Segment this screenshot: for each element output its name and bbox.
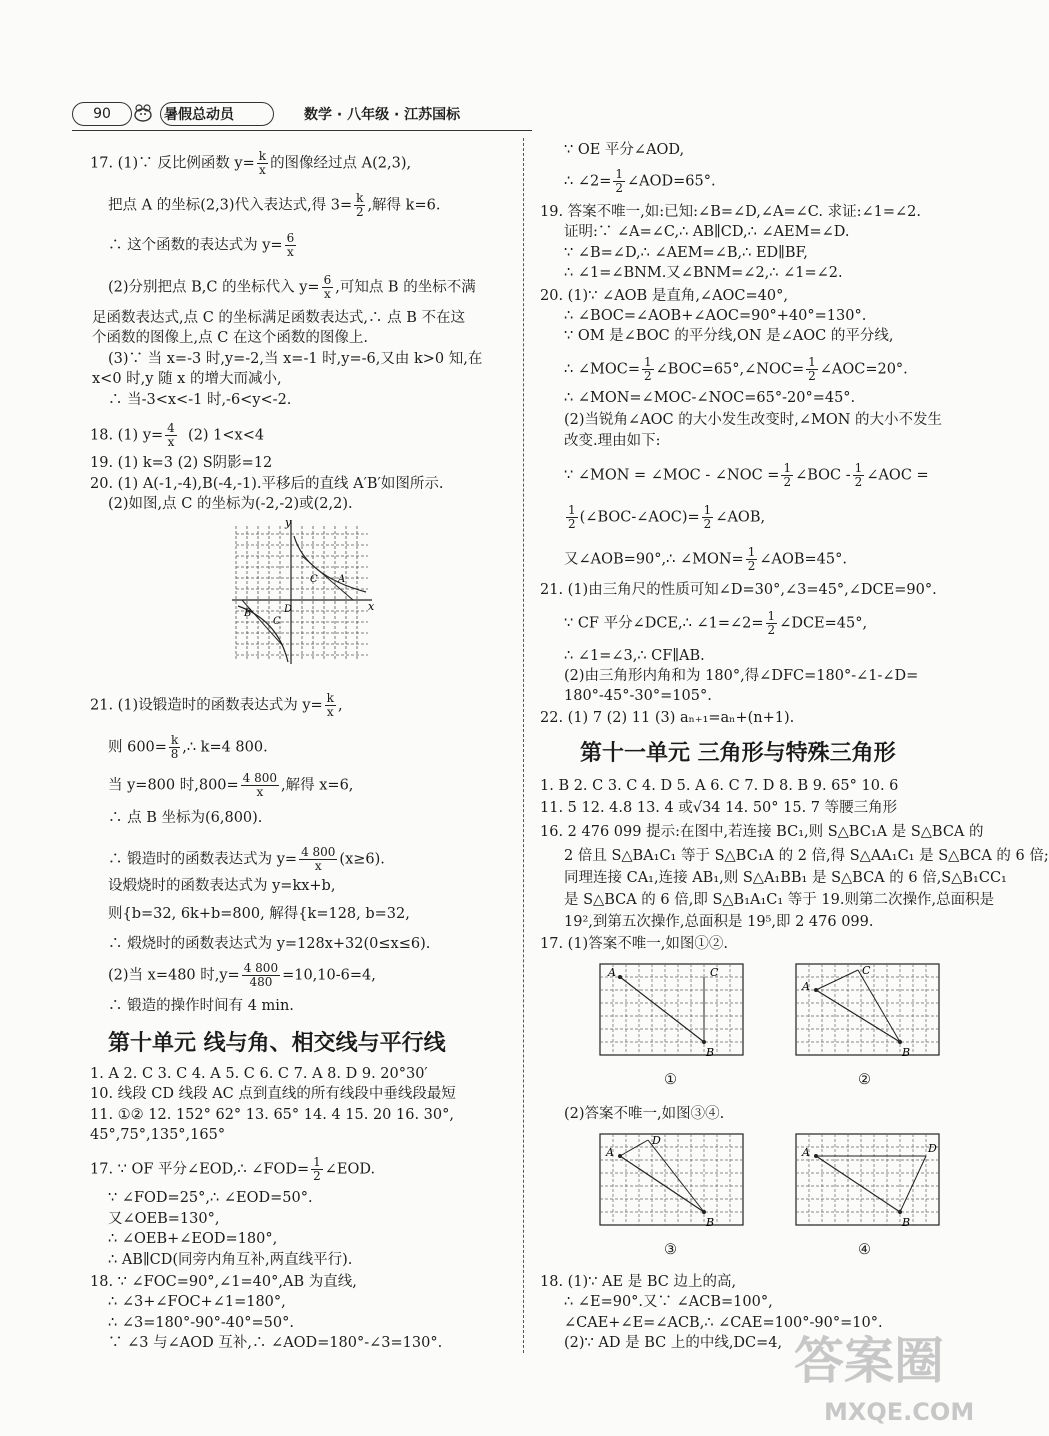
text: 21. (1)设锻造时的函数表达式为 y= (90, 697, 323, 714)
point-label-c2: C (273, 616, 281, 627)
answer-line (90, 422, 264, 449)
numerator: 1 (808, 355, 816, 369)
answer-line: 18. (1)∵ AE 是 BC 边上的高, (540, 1274, 737, 1290)
text: (2)当 x=480 时,y= (108, 967, 240, 984)
answer-line: 19. 答案不唯一,如:已知:∠B=∠D,∠A=∠C. 求证:∠1=∠2. (540, 204, 921, 220)
text: 当 y=800 时,800= (108, 777, 239, 794)
fraction (746, 546, 758, 573)
page-header (72, 100, 512, 128)
answer-line: 1. B 2. C 3. C 4. D 5. A 6. C 7. D 8. B 9. 65° 10. 6 (540, 778, 899, 794)
column-divider (523, 138, 524, 1353)
answer-line: 足函数表达式,点 C 的坐标满足函数表达式,∴ 点 B 不在这 (92, 310, 466, 326)
answer-line: ∵ ∠FOD=25°,∴ ∠EOD=50°. (108, 1190, 313, 1206)
answer-line (108, 274, 476, 301)
answer-line: (2)如图,点 C 的坐标为(-2,-2)或(2,2). (108, 496, 353, 512)
answer-line: 11. ①② 12. 152° 62° 13. 65° 14. 4 15. 20 16. 30°, (90, 1107, 454, 1123)
point-label-a: A (608, 966, 616, 979)
point-label-a: A (802, 1146, 810, 1159)
point-label-a: A (338, 574, 346, 585)
x-axis-label: x (368, 600, 375, 613)
numerator: k (356, 191, 364, 205)
fraction (613, 168, 625, 195)
answer-line: (2)由三角形内角和为 180°,得∠DFC=180°-∠1-∠D= (564, 668, 919, 684)
text: ,∴ k=4 800. (182, 739, 268, 756)
answer-line (564, 610, 867, 637)
answer-line: 19. (1) k=3 (2) S阴影=12 (90, 455, 273, 471)
text: ∴ 锻造时的函数表达式为 y= (108, 851, 298, 868)
text: ∠AOC=20°. (819, 361, 908, 378)
answer-line: ∵ ∠B=∠D,∴ ∠AEM=∠B,∴ ED∥BF, (564, 245, 808, 261)
denominator: 2 (643, 369, 652, 383)
figure-caption: ① (664, 1072, 677, 1088)
point-label-a: A (606, 1146, 614, 1159)
numerator: 1 (703, 503, 712, 517)
text: ∠AOD=65°. (627, 173, 716, 190)
text: ,可知点 B 的坐标不满 (335, 279, 476, 296)
page-number: 90 (72, 102, 132, 126)
text: 17. (1)∵ 反比例函数 y= (90, 155, 255, 172)
watermark-logo (784, 1312, 994, 1430)
point-label-d: D (652, 1134, 661, 1147)
text: ∠AOB=45°. (759, 551, 847, 568)
answer-line: 10. 线段 CD 线段 AC 点到直线的所有线段中垂线段最短 (90, 1086, 456, 1102)
answer-line: (3)∵ 当 x=-3 时,y=-2,当 x=-1 时,y=-6,又由 k>0 知,在 (108, 351, 483, 367)
answer-line: 21. (1)由三角尺的性质可知∠D=30°,∠3=45°,∠DCE=90°. (540, 582, 937, 598)
answer-line: 16. 2 476 099 提示:在图中,若连接 BC₁,则 S△BC₁A 是 S△BCA 的 (540, 824, 984, 840)
text: ∠BOC=65°,∠NOC= (655, 361, 805, 378)
answer-line (564, 462, 929, 489)
answer-line: 设煅烧时的函数表达式为 y=kx+b, (108, 878, 336, 894)
coordinate-graph (228, 516, 378, 666)
fraction (642, 356, 654, 383)
numerator: k (326, 691, 334, 705)
fraction (853, 462, 865, 489)
numerator: 1 (747, 545, 756, 559)
subject-title: 数学 · 八年级 · 江苏国标 (304, 107, 461, 123)
answer-line: 19²,到第五次操作,总面积是 19⁵,即 2 476 099. (564, 914, 874, 930)
answer-line: 1. A 2. C 3. C 4. A 5. C 6. C 7. A 8. D 9. 20°30′ (90, 1066, 428, 1082)
text: (x≥6). (339, 851, 385, 868)
text: ∴ ∠2= (564, 173, 612, 190)
text: ∴ ∠MOC= (564, 361, 640, 378)
point-label-c: C (862, 964, 871, 977)
fraction (241, 772, 279, 799)
answer-line: 21. (1)设锻造时的函数表达式为 y= $\frac{k}{x}$ , (90, 691, 343, 719)
watermark-text: 答案圈 (794, 1332, 944, 1390)
numerator: k (170, 733, 179, 747)
answer-line: 2 倍且 S△BA₁C₁ 等于 S△BC₁A 的 2 倍,得 S△AA₁C₁ 是 S△BCA 的 6 倍; (564, 848, 1049, 864)
answer-line: 45°,75°,135°,165° (90, 1127, 226, 1143)
answer-line: 又∠OEB=130°, (108, 1211, 220, 1227)
denominator: 2 (767, 623, 776, 637)
answer-line: ∴ 锻造的操作时间有 4 min. (108, 998, 294, 1014)
answer-line: 个函数的图像上,点 C 在这个函数的图像上. (92, 330, 369, 346)
numerator: 1 (615, 167, 623, 181)
denominator: 2 (615, 181, 623, 195)
denominator: x (286, 245, 294, 259)
text: 18. (1) y= (90, 427, 164, 444)
text: 又∠AOB=90°,∴ ∠MON= (564, 551, 744, 568)
answer-line: (2)当锐角∠AOC 的大小发生改变时,∠MON 的大小不发生 (564, 412, 943, 428)
origin-label: D (284, 604, 293, 615)
series-title: 暑假总动员 (164, 107, 234, 123)
numerator: 6 (286, 231, 295, 245)
answer-line: ∴ ∠E=90°.又∵ ∠ACB=100°, (564, 1294, 773, 1310)
fraction (165, 422, 177, 449)
answer-line (108, 734, 268, 761)
text: ∵ CF 平分∠DCE,∴ ∠1=∠2= (564, 615, 764, 632)
text: ∠AOB, (715, 509, 766, 526)
answer-line: ∵ OE 平分∠AOD, (564, 142, 685, 158)
figure-caption: ④ (858, 1242, 871, 1258)
fraction (285, 232, 297, 259)
answer-line: ∴ ∠OEB+∠EOD=180°, (108, 1231, 278, 1247)
answer-line: ∴ ∠1=∠BNM.又∠BNM=∠2,∴ ∠1=∠2. (564, 265, 843, 281)
section-heading: 第十一单元 三角形与特殊三角形 (580, 741, 896, 766)
answer-line: ∴ AB∥CD(同旁内角互补,两直线平行). (108, 1252, 353, 1268)
answer-line (90, 150, 411, 177)
denominator: x (259, 163, 266, 177)
answer-line: 则{b=32, 6k+b=800, 解得{k=128, b=32, (108, 906, 410, 922)
point-label-d: D (928, 1142, 937, 1155)
grid-figure-3 (594, 1130, 749, 1235)
point-label-b: B (902, 1046, 911, 1059)
section-heading: 第十单元 线与角、相交线与平行线 (108, 1031, 446, 1056)
answer-line (564, 168, 716, 195)
answer-line: 180°-45°-30°=105°. (564, 688, 712, 704)
figure-caption: ② (858, 1072, 871, 1088)
answer-line: ∴ ∠3+∠FOC+∠1=180°, (108, 1294, 286, 1310)
numerator: 1 (854, 461, 863, 475)
numerator: 1 (767, 609, 776, 623)
numerator: 4 800 (301, 845, 336, 859)
point-label-b: B (902, 1216, 911, 1229)
numerator: k (258, 149, 267, 163)
numerator: 1 (643, 355, 652, 369)
figure-caption: ③ (664, 1242, 677, 1258)
fraction (766, 610, 778, 637)
answer-line (564, 356, 908, 383)
answer-line: (2)∵ AD 是 BC 上的中线,DC=4, (564, 1335, 783, 1351)
answer-line (564, 546, 847, 573)
fraction (806, 356, 818, 383)
answer-line: 是 S△BCA 的 6 倍,即 S△B₁A₁C₁ 等于 19.则第二次操作,总面积是 (564, 892, 995, 908)
answer-line (564, 504, 765, 531)
answer-line: ∴ 点 B 坐标为(6,800). (108, 810, 263, 826)
header-rule (72, 130, 532, 131)
text: 把点 A 的坐标(2,3)代入表达式,得 3= (108, 197, 353, 214)
answer-line: x<0 时,y 随 x 的增大而减小, (92, 371, 282, 387)
fraction (325, 692, 336, 719)
text: 则 600= (108, 739, 167, 756)
fraction (257, 150, 268, 177)
text: (2) 1<x<4 (188, 427, 265, 444)
fraction (354, 192, 365, 219)
answer-line: ∴ 当-3<x<-1 时,-6<y<-2. (108, 392, 292, 408)
text: ∠BOC - (795, 467, 851, 484)
text: (2)分别把点 B,C 的坐标代入 y= (108, 279, 320, 296)
answer-line: 18. ∵ ∠FOC=90°,∠1=40°,AB 为直线, (90, 1274, 357, 1290)
answer-line: 22. (1) 7 (2) 11 (3) aₙ₊₁=aₙ+(n+1). (540, 710, 795, 726)
answer-line: ∠CAE+∠E=∠ACB,∴ ∠CAE=100°-90°=10°. (564, 1315, 883, 1331)
answer-line (108, 962, 376, 989)
fraction (311, 1156, 323, 1183)
point-label-a: A (802, 980, 810, 993)
denominator: x (324, 287, 331, 301)
answer-line: ∵ OM 是∠BOC 的平分线,ON 是∠AOC 的平分线, (564, 328, 894, 344)
text: ,解得 x=6, (281, 777, 354, 794)
y-axis-label: y (285, 516, 292, 529)
answer-line (108, 232, 298, 259)
point-label-b: B (706, 1216, 715, 1229)
denominator: 2 (747, 559, 756, 573)
text: 的图像经过点 A(2,3), (270, 155, 412, 172)
denominator: 2 (355, 205, 364, 219)
denominator: 8 (170, 747, 179, 761)
denominator: x (256, 785, 264, 799)
fraction (781, 462, 793, 489)
denominator: 2 (568, 517, 576, 531)
denominator: 2 (854, 475, 863, 489)
text: ∴ 这个函数的表达式为 y= (108, 237, 283, 254)
answer-line: 20. (1)∵ ∠AOB 是直角,∠AOC=40°, (540, 288, 788, 304)
answer-line: (2)答案不唯一,如图③④. (564, 1106, 725, 1122)
bee-mascot-icon (130, 100, 156, 126)
text: 17. ∵ OF 平分∠EOD,∴ ∠FOD= (90, 1161, 310, 1178)
watermark-url: MXQE.COM (824, 1398, 975, 1426)
fraction (566, 504, 578, 531)
text: (∠BOC-∠AOC)= (579, 509, 700, 526)
answer-line: 证明:∵ ∠A=∠C,∴ AB∥CD,∴ ∠AEM=∠D. (564, 224, 850, 240)
answer-line: 20. (1) A(-1,-4),B(-4,-1).平移后的直线 A′B′如图所示. (90, 476, 444, 492)
numerator: 1 (568, 503, 576, 517)
answer-line: 17. (1)答案不唯一,如图①②. (540, 936, 728, 952)
numerator: 4 800 (243, 961, 279, 975)
text: ∠DCE=45°, (779, 615, 868, 632)
fraction (242, 962, 280, 989)
grid-figure-1 (594, 960, 749, 1065)
numerator: 4 (167, 421, 175, 435)
numerator: 1 (783, 461, 792, 475)
answer-line: 11. 5 12. 4.8 13. 4 或√34 14. 50° 15. 7 等腰三角形 (540, 800, 898, 816)
numerator: 1 (313, 1155, 321, 1169)
grid-figure-2 (790, 960, 945, 1065)
text: ∠EOD. (324, 1161, 376, 1178)
answer-line: ∴ ∠BOC=∠AOB+∠AOC=90°+40°=130°. (564, 308, 867, 324)
denominator: 2 (703, 517, 712, 531)
answer-line (108, 192, 440, 219)
fraction (702, 504, 714, 531)
denominator: x (326, 705, 334, 719)
text: ∵ ∠MON = ∠MOC - ∠NOC = (564, 467, 780, 484)
answer-line: ∴ ∠1=∠3,∴ CF∥AB. (564, 648, 705, 664)
answer-line (108, 772, 353, 799)
fraction (299, 846, 337, 873)
text: ,解得 k=6. (367, 197, 441, 214)
answer-line: ∴ 煅烧时的函数表达式为 y=128x+32(0≤x≤6). (108, 936, 431, 952)
answer-line: ∵ ∠3 与∠AOD 互补,∴ ∠AOD=180°-∠3=130°. (108, 1335, 443, 1351)
fraction (169, 734, 180, 761)
answer-line: 同理连接 CA₁,连接 AB₁,则 S△A₁BB₁ 是 S△BCA 的 6 倍,S△B₁CC₁ (564, 870, 1007, 886)
denominator: 480 (249, 975, 273, 989)
denominator: 2 (808, 369, 816, 383)
point-label-c: C (710, 966, 719, 979)
point-label-c: C (310, 574, 318, 585)
text: ∠AOC = (866, 467, 929, 484)
numerator: 4 800 (242, 771, 278, 785)
text: =10,10-6=4, (282, 967, 376, 984)
answer-line: ∴ ∠3=180°-90°-40°=50°. (108, 1315, 294, 1331)
answer-line (90, 1156, 375, 1183)
denominator: x (314, 859, 322, 873)
point-label-b: B (706, 1046, 715, 1059)
answer-line (108, 846, 385, 873)
denominator: 2 (313, 1169, 321, 1183)
denominator: x (167, 435, 175, 449)
answer-line: ∴ ∠MON=∠MOC-∠NOC=65°-20°=45°. (564, 390, 856, 406)
denominator: 2 (783, 475, 792, 489)
point-label-b: B (244, 608, 252, 619)
grid-figure-4 (790, 1130, 945, 1235)
answer-line: 改变.理由如下: (564, 433, 661, 449)
numerator: 6 (323, 273, 332, 287)
fraction (322, 274, 334, 301)
